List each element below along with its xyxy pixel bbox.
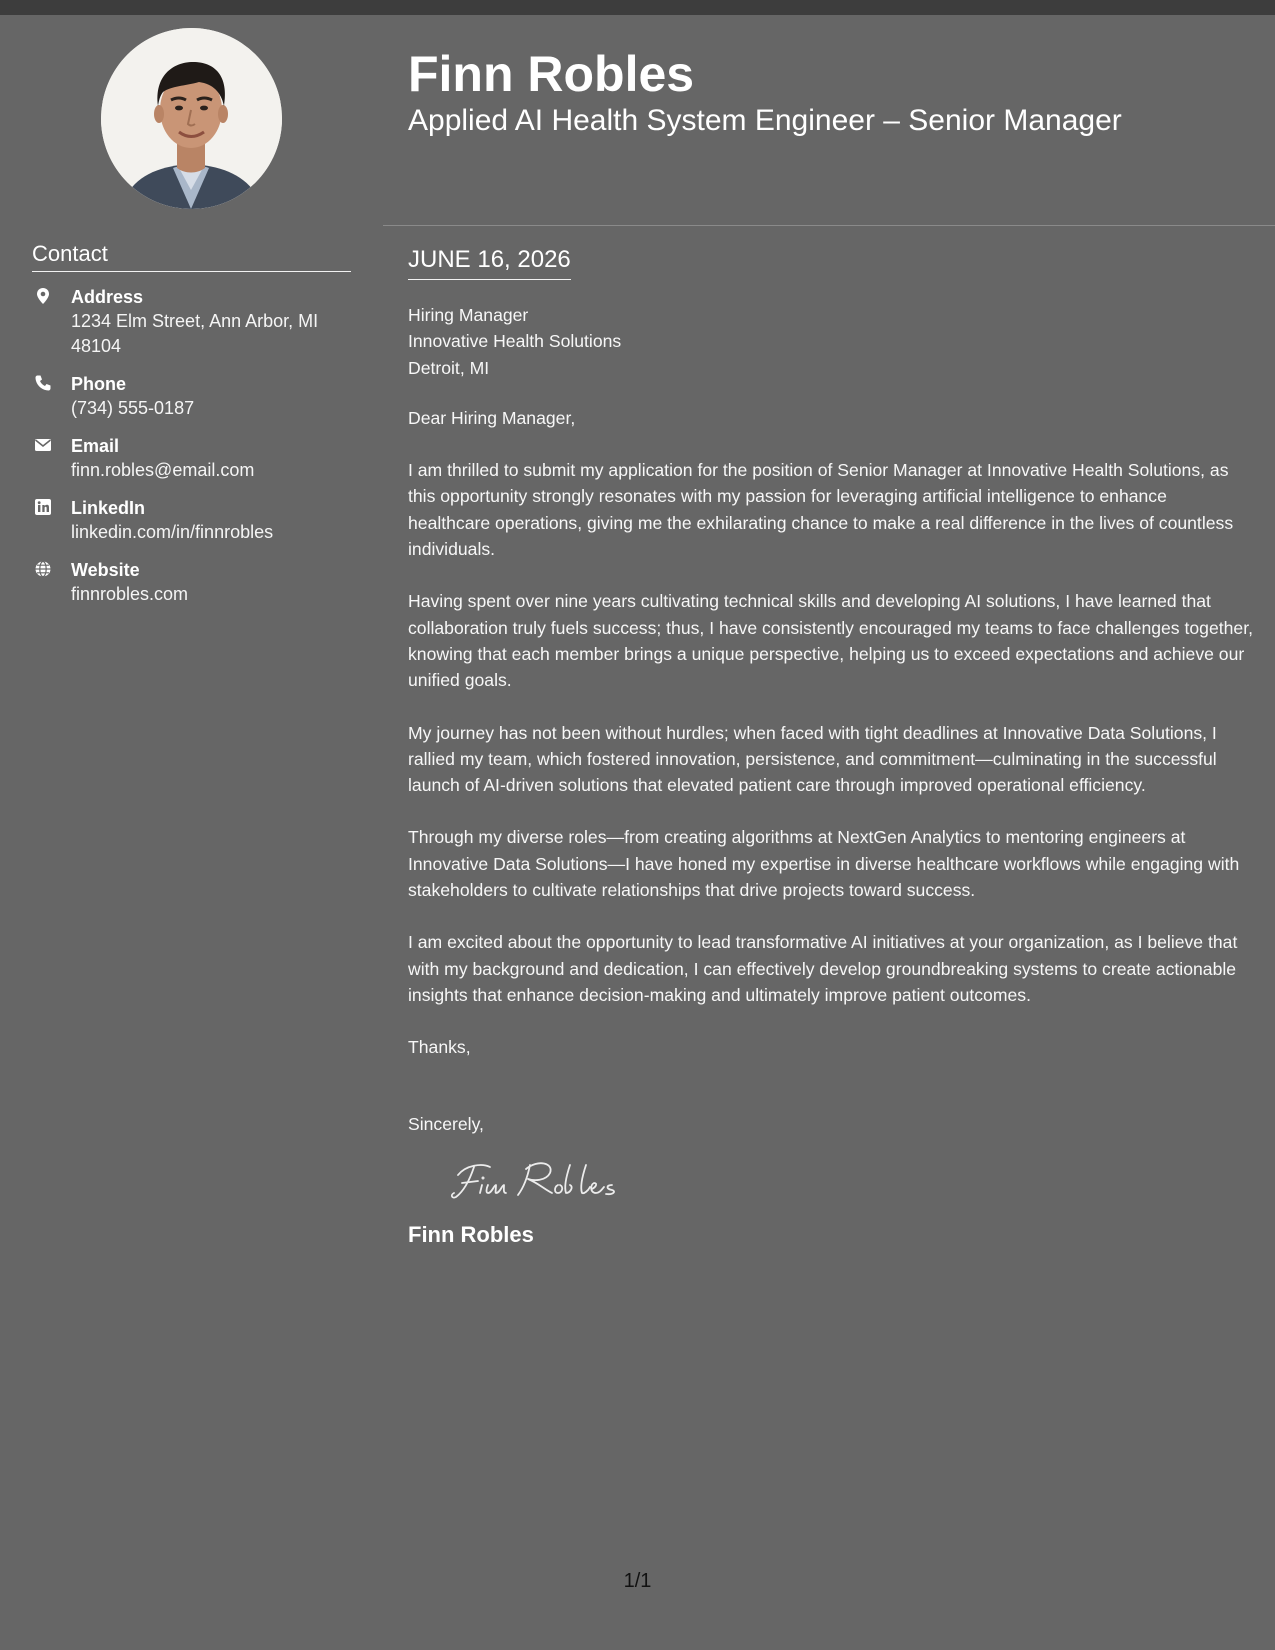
- contact-value-phone: (734) 555-0187: [71, 398, 195, 418]
- contact-value-linkedin[interactable]: linkedin.com/in/finnrobles: [71, 522, 274, 542]
- salutation: Dear Hiring Manager,: [408, 407, 576, 428]
- contact-heading: Contact: [32, 241, 351, 272]
- contact-label-email: Email: [71, 436, 120, 456]
- contact-label-website: Website: [71, 560, 140, 580]
- body-paragraph: I am thrilled to submit my application for the position of Senior Manager at Innovative Health Solutions, as this opportunity strongly resonates with my passion for leveraging artificial intelligence to enhance healthcare operations, giving me the exhilarating chance to make a real difference in the lives of countless individuals.: [408, 460, 1234, 560]
- contact-list: [32, 285, 352, 620]
- contact-label-phone: Phone: [71, 374, 127, 394]
- avatar: [101, 28, 282, 209]
- contact-label-address: Address: [71, 287, 144, 307]
- contact-item-website: [32, 558, 352, 607]
- email-icon: [34, 436, 52, 454]
- header-name: Finn Robles: [408, 46, 695, 102]
- contact-item-address: [32, 285, 352, 359]
- closing-sign-off: Sincerely,: [408, 1113, 484, 1134]
- recipient-block: [408, 302, 1253, 381]
- closing-thanks: Thanks,: [408, 1037, 471, 1058]
- letter-date: JUNE 16, 2026: [408, 245, 571, 280]
- linkedin-icon: [34, 498, 52, 516]
- phone-icon: [34, 374, 52, 392]
- body-paragraph: My journey has not been without hurdles; when faced with tight deadlines at Innovative Data Solutions, I rallied my team, which fostered innovation, persistence, and commitment—culminating in the successful launch of AI-driven solutions that elevated patient care through improved operational efficiency.: [408, 722, 1217, 796]
- body-paragraph: I am excited about the opportunity to lead transformative AI initiatives at your organization, as I believe that with my background and dedication, I can effectively develop groundbreaking systems to create actionable insights that enhance decision-making and ultimately improve patient outcomes.: [408, 932, 1238, 1005]
- header-role: Applied AI Health System Engineer – Senior Manager: [408, 104, 1122, 137]
- recipient-line: Hiring Manager: [408, 305, 529, 325]
- top-bar: [0, 0, 1275, 15]
- letter-body: [408, 245, 1253, 1249]
- signer-name: Finn Robles: [408, 1221, 534, 1247]
- sidebar: [0, 15, 383, 1650]
- contact-item-linkedin: [32, 496, 352, 545]
- recipient-line: Detroit, MI: [408, 357, 490, 378]
- contact-value-email[interactable]: finn.robles@email.com: [71, 460, 255, 480]
- location-pin-icon: [34, 287, 52, 305]
- header-divider: [383, 225, 1275, 226]
- signature-graphic: [448, 1151, 648, 1211]
- contact-item-phone: [32, 372, 352, 421]
- avatar-portrait-graphic: [101, 28, 282, 209]
- body-paragraph: Through my diverse roles—from creating algorithms at NextGen Analytics to mentoring engineers at Innovative Data Solutions—I have honed my expertise in diverse healthcare workflows while engaging with stakeholders to cultivate relationships that drive projects toward success.: [408, 827, 1240, 901]
- globe-icon: [34, 560, 52, 578]
- body-paragraph: Having spent over nine years cultivating technical skills and developing AI solutions, I have learned that collaboration truly fuels success; thus, I have consistently encouraged my teams to face challenges together, knowing that each member brings a unique perspective, helping us to exceed expectations and achieve our unified goals.: [408, 591, 1253, 691]
- contact-item-email: [32, 434, 352, 483]
- page-number: 1/1: [623, 1570, 652, 1592]
- recipient-line: Innovative Health Solutions: [408, 331, 622, 352]
- contact-value-address: 1234 Elm Street, Ann Arbor, MI 48104: [71, 311, 319, 356]
- contact-label-linkedin: LinkedIn: [71, 498, 146, 518]
- contact-value-website[interactable]: finnrobles.com: [71, 584, 189, 604]
- handwritten-signature: [448, 1151, 1253, 1215]
